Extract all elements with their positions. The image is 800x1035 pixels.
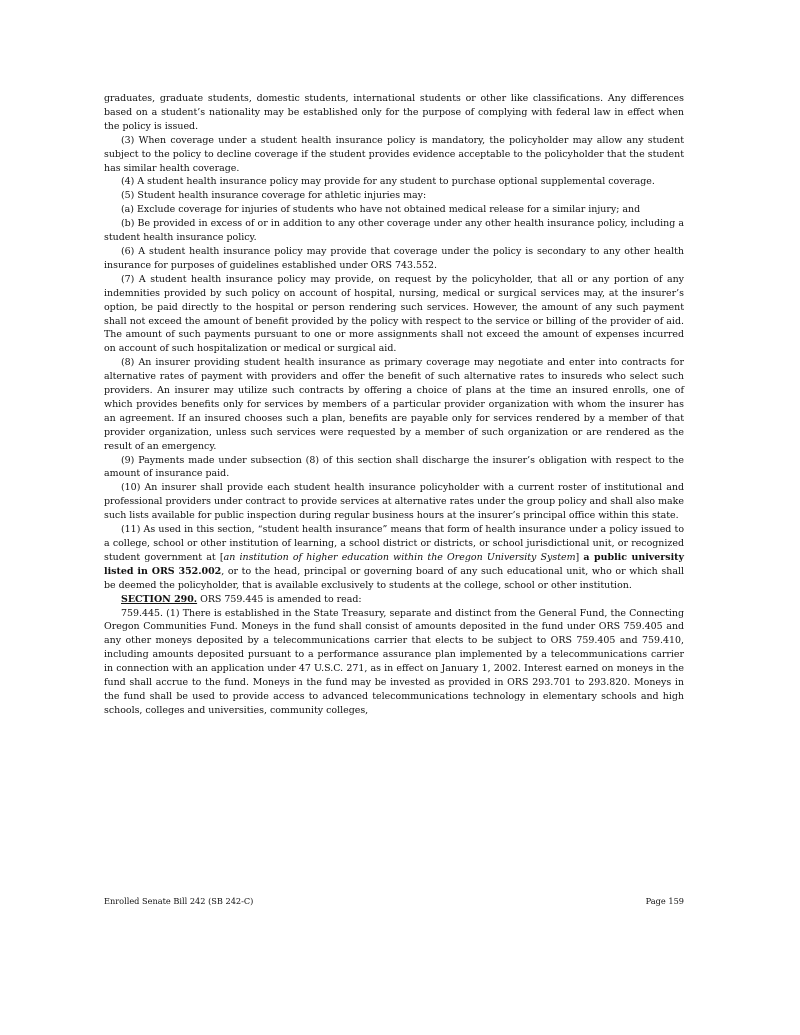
footer-bill-name: Enrolled Senate Bill 242 (SB 242-C) xyxy=(104,896,254,906)
added-text: a public university listed in ORS 352.002 xyxy=(104,551,684,577)
paragraph: (4) A student health insurance policy may provide for any student to purchase optional supplemental coverage. xyxy=(121,176,655,188)
paragraph: (7) A student health insurance policy may provide, on request by the policyholder, that all or any portion of any indemnities provided by such policy on account of hospital, nursing, medical or surgical services may, at the insurer’s option, be paid directly to the hospital or person rendering such services. However, the amount of any such payment shall not exceed the amount of benefit provided by the policy with respect to the service or billing of the provider of aid. The amount of such payments pursuant to one or more assignments shall not exceed the amount of expenses incurred on account of such hospitalization or medical or surgical aid. xyxy=(104,273,684,355)
section-text: ORS 759.445 is amended to read: xyxy=(197,593,362,605)
bracket-close: ] xyxy=(575,551,580,563)
section-heading-line xyxy=(104,593,684,607)
footer-page-number: Page 159 xyxy=(645,896,684,906)
paragraph-11-tail: , or to the head, principal or governing board of any such educational unit, who or which shall be deemed the policyholder, that is available exclusively to students at the college, school or other institution. xyxy=(104,565,684,591)
section-label: SECTION 290. xyxy=(121,593,198,605)
paragraph: (6) A student health insurance policy may provide that coverage under the policy is secondary to any other health insurance for purposes of guidelines established under ORS 743.552. xyxy=(104,245,684,271)
paragraph-11-text: (11) As used in this section, “student health insurance” means that form of health insurance under a policy issued to a college, school or other institution of learning, a school district or districts, or school jurisdictional unit, or recognized student government at xyxy=(104,524,684,563)
bracket-open: [ xyxy=(219,551,224,563)
paragraph: (9) Payments made under subsection (8) of this section shall discharge the insurer’s obligation with respect to the amount of insurance paid. xyxy=(104,454,684,480)
paragraph: (3) When coverage under a student health insurance policy is mandatory, the policyholder may allow any student subject to the policy to decline coverage if the student provides evidence acceptable to the policyholder that the student has similar health coverage. xyxy=(104,134,684,174)
page-footer xyxy=(104,896,684,906)
paragraph-list xyxy=(104,92,684,523)
paragraph: (5) Student health insurance coverage for athletic injuries may: xyxy=(121,190,427,202)
paragraph: (b) Be provided in excess of or in addition to any other coverage under any other health insurance policy, including a student health insurance policy. xyxy=(104,218,684,244)
statute-paragraph: 759.445. (1) There is established in the State Treasury, separate and distinct from the General Fund, the Connecting Oregon Communities Fund. Moneys in the fund shall consist of amounts deposited in the fund under ORS 759.405 and any other moneys deposited by a telecommunications carrier that elects to be subject to ORS 759.405 and 759.410, including amounts deposited pursuant to a performance assurance plan implemented by a telecommunications carrier in connection with an application under 47 U.S.C. 271, as in effect on January 1, 2002. Interest earned on moneys in the fund shall accrue to the fund. Moneys in the fund may be invested as provided in ORS 293.701 to 293.820. Moneys in the fund shall be used to provide access to advanced telecommunications technology in elementary schools and high schools, colleges and universities, community colleges, xyxy=(104,607,684,716)
deleted-text: an institution of higher education within the Oregon University System xyxy=(223,551,576,563)
paragraph: graduates, graduate students, domestic students, international students or other like classifications. Any differences based on a student’s nationality may be established only for the purpose of complying with federal law in effect when the policy is issued. xyxy=(104,93,684,132)
paragraph: (10) An insurer shall provide each student health insurance policyholder with a current roster of institutional and professional providers under contract to provide services at alternative rates under the group policy and shall also make such lists available for public inspection during regular business hours at the insurer’s principal office within this state. xyxy=(104,482,684,522)
paragraph: (a) Exclude coverage for injuries of students who have not obtained medical release for a similar injury; and xyxy=(121,204,641,216)
paragraph: (8) An insurer providing student health insurance as primary coverage may negotiate and enter into contracts for alternative rates of payment with providers and offer the benefit of such alternative rates to insureds who select such providers. An insurer may utilize such contracts by offering a choice of plans at the time an insured enrolls, one of which provides benefits only for services by members of a particular provider organization with whom the insurer has an agreement. If an insured chooses such a plan, benefits are payable only for services rendered by a member of that provider organization, unless such services were requested by a member of such organization or are rendered as the result of an emergency. xyxy=(104,357,684,452)
body-text xyxy=(104,92,684,718)
paragraph-11 xyxy=(104,523,684,593)
